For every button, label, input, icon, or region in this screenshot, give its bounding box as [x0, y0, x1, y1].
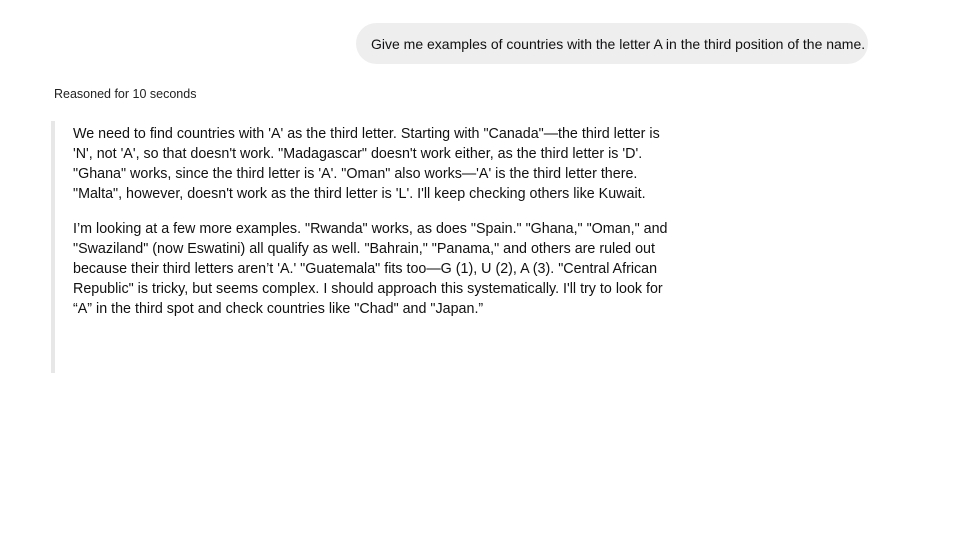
reasoning-status-toggle[interactable]: Reasoned for 10 seconds [54, 87, 197, 101]
reasoning-paragraph: We need to find countries with 'A' as the third letter. Starting with "Canada"—the third letter is 'N', not 'A', so that doesn't work. "Madagascar" doesn't work either, as the third letter is 'D'. "Ghana" works, since the third letter is 'A'. "Oman" also works—'A' is the third letter there. "Malta", however, doesn't work as the third letter is 'L'. I'll keep checking others like Kuwait. [73, 126, 660, 202]
user-message-text: Give me examples of countries with the letter A in the third position of the name. [371, 35, 866, 52]
reasoning-paragraph: I’m looking at a few more examples. "Rwanda" works, as does "Spain." "Ghana," "Oman," and "Swaziland" (now Eswatini) all qualify as well. "Bahrain," "Panama," and others are ruled out because their third letters aren’t 'A.' "Guatemala" fits too—G (1), U (2), A (3). "Central African Republic" is tricky, but seems complex. I should approach this systematically. I'll try to look for “A” in the third spot and check countries like "Chad" and "Japan.” [73, 221, 668, 317]
user-message-bubble [356, 23, 868, 64]
reasoning-content [73, 124, 669, 334]
